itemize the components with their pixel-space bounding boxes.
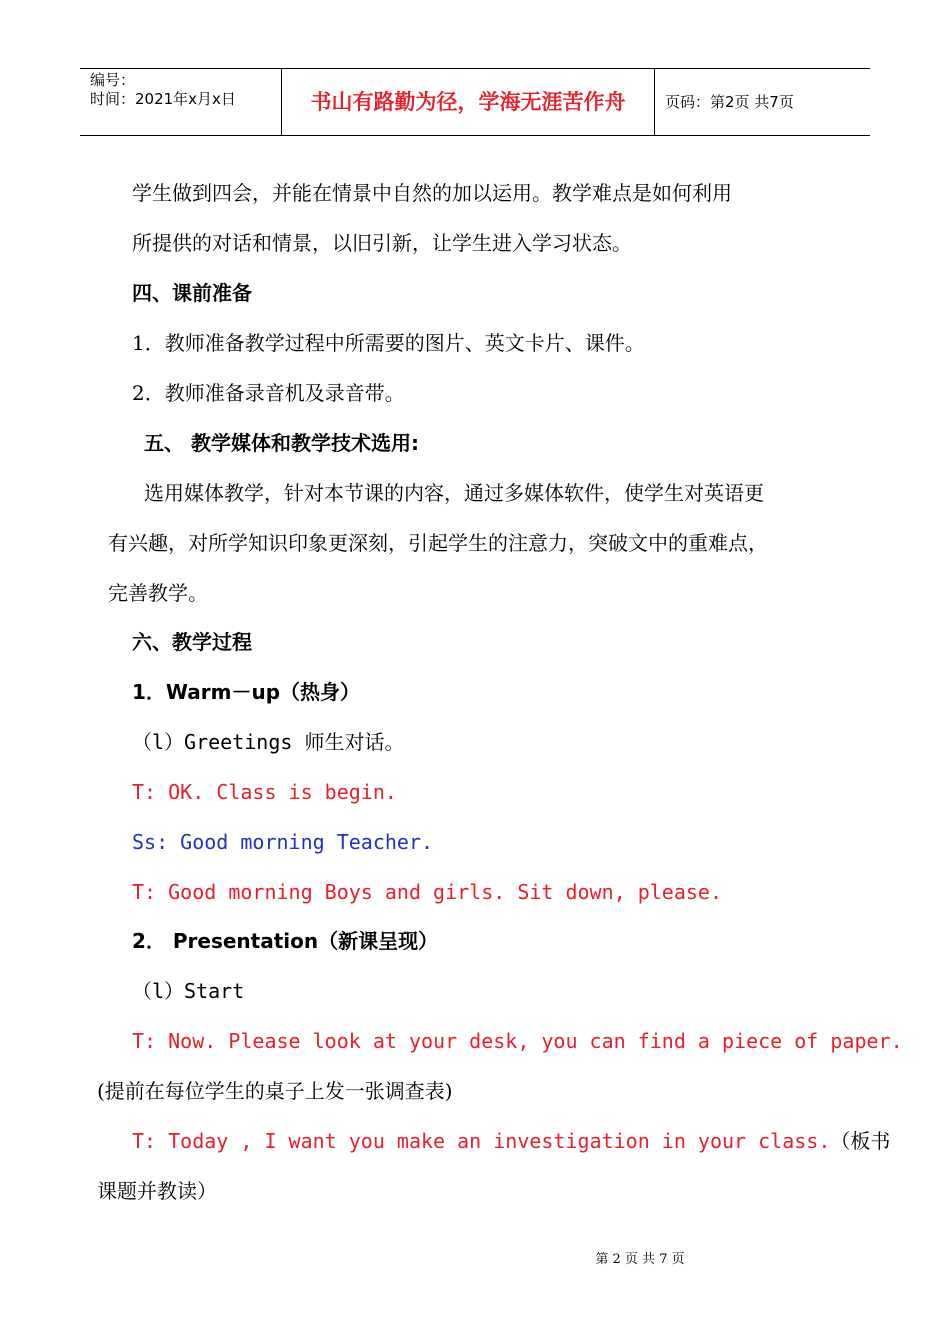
- paragraph-line: 有兴趣，对所学知识印象更深刻，引起学生的注意力，突破文中的重难点，: [108, 531, 768, 555]
- header-meta: [80, 69, 282, 135]
- list-item: 2．教师准备录音机及录音带。: [132, 381, 405, 405]
- dialogue-teacher: T: Today , I want you make an investigation in your class.: [132, 1129, 831, 1153]
- dialogue-line: [132, 1128, 890, 1154]
- header-motto: 书山有路勤为径，学海无涯苦作舟: [282, 69, 655, 135]
- paragraph-line: (提前在每位学生的桌子上发一张调查表): [97, 1079, 453, 1103]
- dialogue-teacher: T: Now. Please look at your desk, you can find a piece of paper.: [132, 1029, 903, 1053]
- subsection-heading: 1．Warm－up（热身）: [132, 680, 361, 704]
- section-heading: 六、教学过程: [132, 630, 252, 654]
- dialogue-teacher: T: Good morning Boys and girls. Sit down, please.: [132, 880, 723, 904]
- step-label: （l）Greetings 师生对话。: [132, 730, 405, 754]
- dialogue-students: Ss: Good morning Teacher.: [132, 830, 434, 854]
- paragraph-line: 选用媒体教学，针对本节课的内容，通过多媒体软件，使学生对英语更: [144, 481, 764, 505]
- paragraph-line: 课题并教读）: [97, 1179, 217, 1203]
- header-page-info: 页码：第2页 共7页: [665, 93, 794, 111]
- paragraph-line: 完善教学。: [108, 581, 208, 605]
- header-number: 编号：: [90, 71, 136, 89]
- paragraph-line: 学生做到四会，并能在情景中自然的加以运用。教学难点是如何利用: [132, 181, 732, 205]
- step-label: （l）Start: [132, 979, 245, 1003]
- section-heading: 五、 教学媒体和教学技术选用:: [144, 431, 419, 455]
- section-heading: 四、课前准备: [132, 281, 252, 305]
- dialogue-teacher: T: OK. Class is begin.: [132, 780, 397, 804]
- subsection-heading: 2． Presentation（新课呈现）: [132, 929, 439, 953]
- paragraph-line: 所提供的对话和情景，以旧引新，让学生进入学习状态。: [132, 231, 632, 255]
- page-header: [80, 68, 870, 136]
- list-item: 1．教师准备教学过程中所需要的图片、英文卡片、课件。: [132, 331, 645, 355]
- page-footer: 第 2 页 共 7 页: [595, 1252, 685, 1267]
- dialogue-note: （板书: [830, 1129, 891, 1153]
- header-time: 时间：2021年x月x日: [90, 90, 236, 108]
